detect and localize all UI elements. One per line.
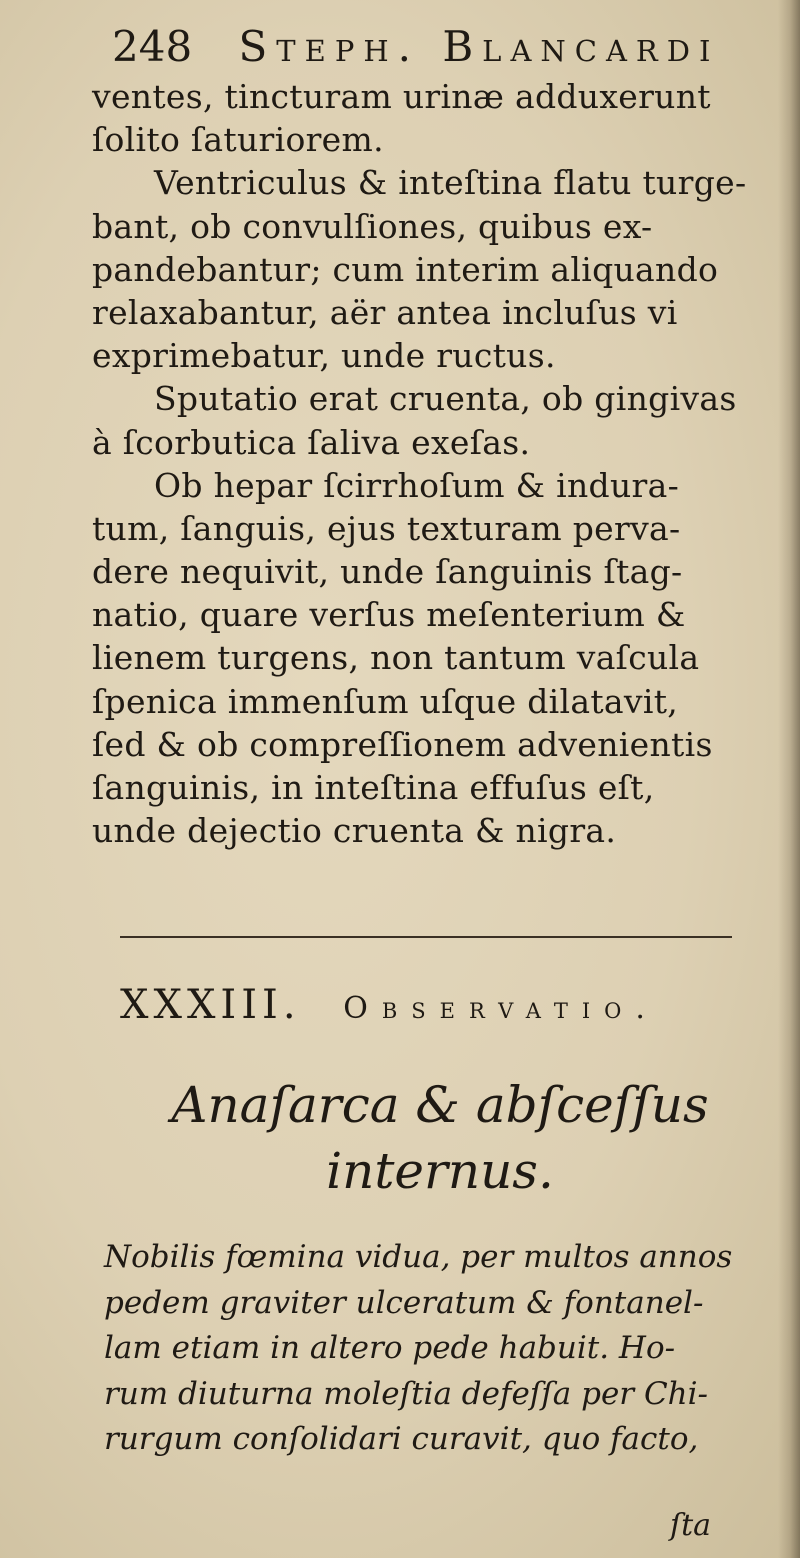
text-line: rum diuturna moleſtia defeſſa per Chi- [104, 1375, 709, 1412]
running-title: Steph. Blancardi [238, 22, 720, 71]
text-line: rurgum conſolidari curavit, quo facto, [104, 1421, 699, 1458]
text-line: ſed & ob compreſſionem advenientis [92, 724, 713, 764]
case-title-line: internus. [326, 1142, 554, 1200]
text-line: Nobilis fœmina vidua, per multos annos [104, 1239, 733, 1275]
section-rule [120, 936, 732, 938]
text-line: ſolito ſaturiorem. [92, 120, 384, 160]
text-line: Sputatio erat cruenta, ob gingivas [154, 379, 737, 419]
page-number: 248 [112, 22, 193, 71]
text-line: pandebantur; cum interim aliquando [92, 249, 719, 289]
catchword: ſta [670, 1508, 712, 1543]
page-edge-shadow [778, 0, 800, 1558]
case-text [104, 1235, 764, 1463]
text-line: unde dejectio cruenta & nigra. [92, 811, 617, 851]
text-line: pedem graviter ulceratum & fontanel- [104, 1284, 704, 1321]
text-line: bant, ob convulſiones, quibus ex- [92, 206, 653, 246]
observation-heading [120, 982, 760, 1028]
text-line: lienem turgens, non tantum vaſcula [92, 638, 700, 678]
text-line: exprimebatur, unde ructus. [92, 336, 556, 376]
text-line: natio, quare verſus meſenterium & [92, 595, 686, 635]
observation-label: Observatio. [343, 991, 659, 1026]
body-text [92, 75, 772, 852]
case-title-line: Anaſarca & abſceſſus [171, 1076, 709, 1134]
text-line: Ventriculus & inteſtina flatu turge- [154, 163, 747, 203]
case-title [140, 1072, 740, 1204]
text-line: Ob hepar ſcirrhoſum & indura- [154, 465, 680, 505]
text-line: à ſcorbutica ſaliva exeſas. [92, 422, 531, 462]
text-line: ſanguinis, in inteſtina effuſus eſt, [92, 768, 655, 807]
text-line: lam etiam in altero pede habuit. Ho- [104, 1330, 676, 1367]
text-line: relaxabantur, aër antea incluſus vi [92, 292, 678, 332]
text-line: tum, ſanguis, ejus texturam perva- [92, 508, 681, 548]
page-header [112, 22, 720, 82]
text-line: ventes, tincturam urinæ adduxerunt [92, 77, 711, 116]
text-line: ſpenica immenſum uſque dilatavit, [92, 681, 679, 721]
observation-number: XXXIII. [120, 982, 301, 1028]
text-line: dere nequivit, unde ſanguinis ſtag- [92, 552, 683, 592]
